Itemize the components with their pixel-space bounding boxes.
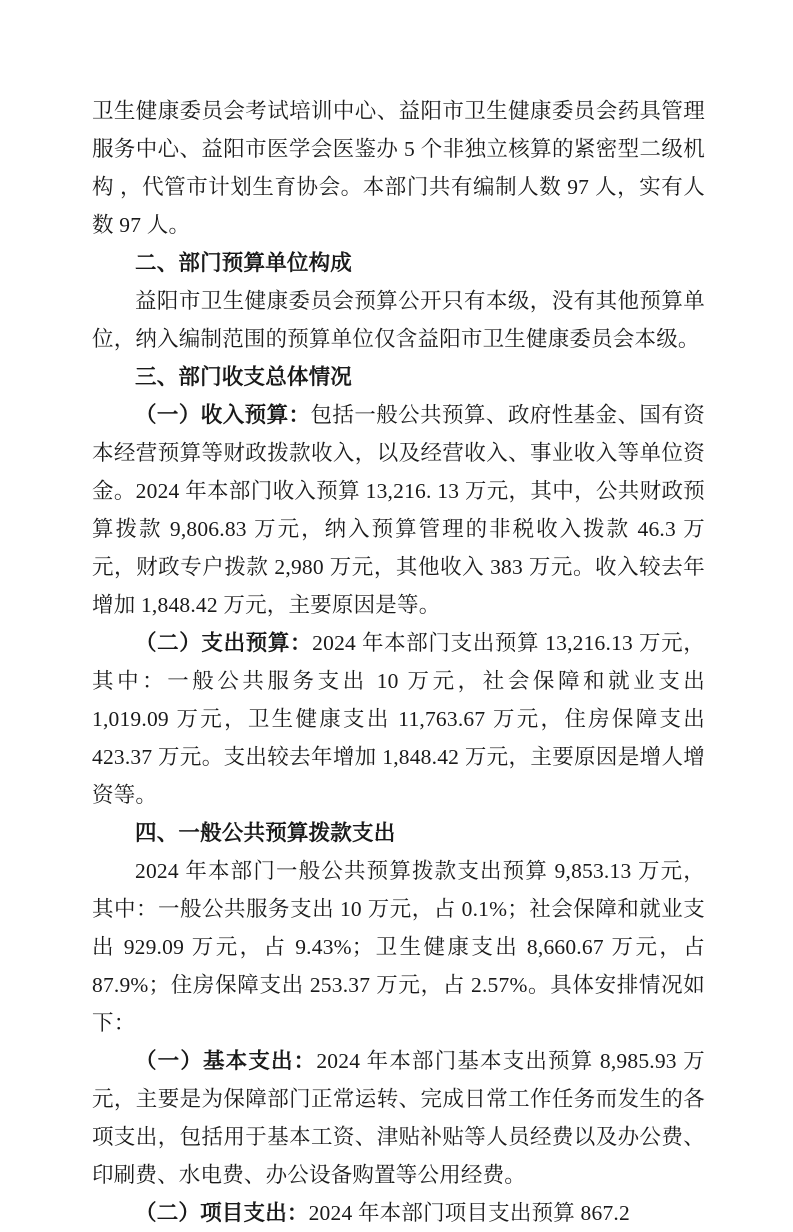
section-heading-3: 三、部门收支总体情况 (135, 365, 353, 389)
paragraph-income-budget (92, 396, 705, 624)
paragraph-general-public-budget: 2024 年本部门一般公共预算拨款支出预算 9,853.13 万元，其中：一般公共服务支出 10 万元，占 0.1%；社会保障和就业支出 929.09 万元，占 9.43%；卫生健康支出 8,660.67 万元，占 87.9%；住房保障支出 253.37 万元，占 2.57%。具体安排情况如下： (92, 859, 705, 1035)
paragraph-basic-expenditure-lead: （一）基本支出： (135, 1049, 317, 1073)
section-heading-4: 四、一般公共预算拨款支出 (135, 821, 396, 845)
paragraph-project-expenditure-lead: （二）项目支出： (135, 1201, 309, 1225)
paragraph-project-expenditure-text: 2024 年本部门项目支出预算 867.2 (308, 1201, 630, 1225)
paragraph-project-expenditure (92, 1194, 705, 1232)
paragraph-income-budget-text: 包括一般公共预算、政府性基金、国有资本经营预算等财政拨款收入，以及经营收入、事业收入等单位资金。2024 年本部门收入预算 13,216. 13 万元，其中，公共财政预算拨款 9,806.83 万元，纳入预算管理的非税收入拨款 46.3 万元，财政专户拨款 2,980 万元，其他收入 383 万元。收入较去年增加 1,848.42 万元，主要原因是等。 (92, 403, 705, 617)
paragraph-income-budget-lead: （一）收入预算： (135, 403, 311, 427)
paragraph-expenditure-budget-text: 2024 年本部门支出预算 13,216.13 万元，其中：一般公共服务支出 10 万元，社会保障和就业支出 1,019.09 万元，卫生健康支出 11,763.67 万元，住房保障支出 423.37 万元。支出较去年增加 1,848.42 万元，主要原因是增人增资等。 (92, 631, 705, 807)
document-body (92, 92, 705, 1232)
paragraph-budget-units: 益阳市卫生健康委员会预算公开只有本级，没有其他预算单位，纳入编制范围的预算单位仅含益阳市卫生健康委员会本级。 (92, 289, 705, 351)
paragraph-expenditure-budget (92, 624, 705, 814)
paragraph-continuation: 卫生健康委员会考试培训中心、益阳市卫生健康委员会药具管理服务中心、益阳市医学会医鉴办 5 个非独立核算的紧密型二级机构 ，代管市计划生育协会。本部门共有编制人数 97 人，实有人数 97 人。 (92, 99, 705, 237)
paragraph-basic-expenditure-text: 2024 年本部门基本支出预算 8,985.93 万元，主要是为保障部门正常运转、完成日常工作任务而发生的各项支出，包括用于基本工资、津贴补贴等人员经费以及办公费、印刷费、水电费、办公设备购置等公用经费。 (92, 1049, 705, 1187)
section-heading-2: 二、部门预算单位构成 (135, 251, 353, 275)
paragraph-basic-expenditure (92, 1042, 705, 1194)
paragraph-expenditure-budget-lead: （二）支出预算： (135, 631, 313, 655)
